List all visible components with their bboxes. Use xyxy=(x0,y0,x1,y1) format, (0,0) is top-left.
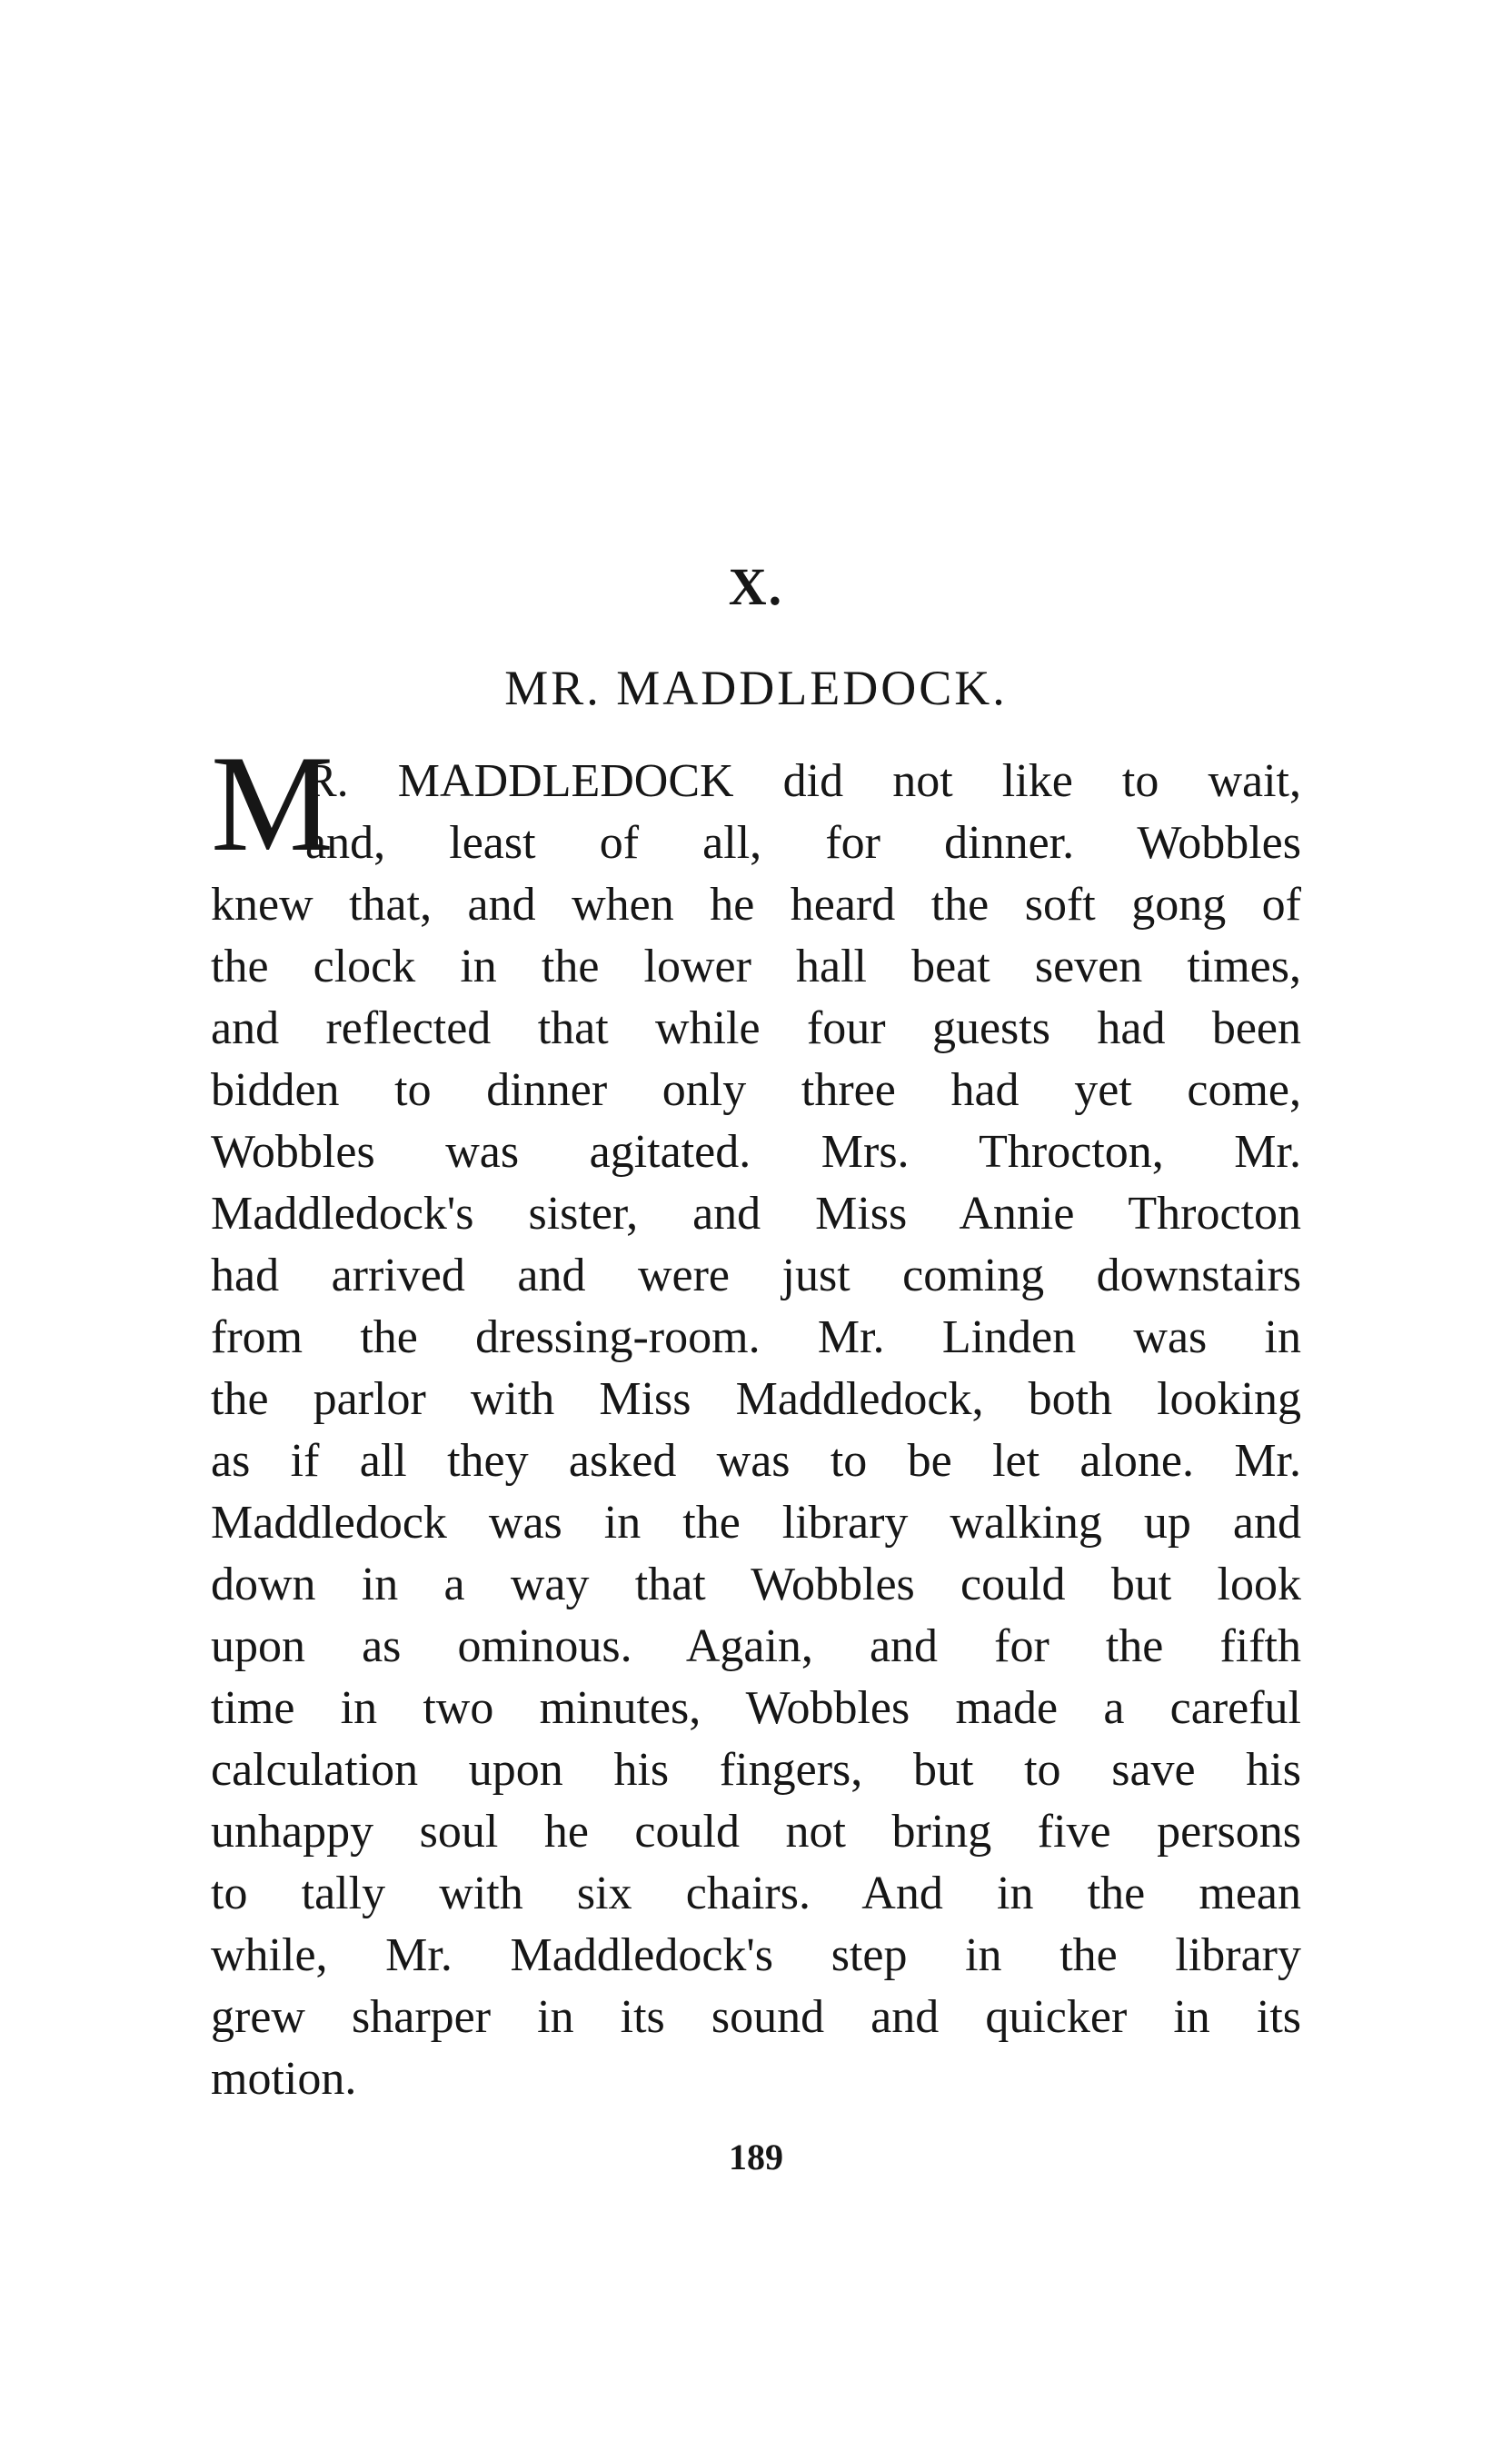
text-line: down in a way that Wobbles could but look xyxy=(211,1559,1301,1610)
drop-cap: M xyxy=(211,727,334,880)
text-line: grew sharper in its sound and quicker in its xyxy=(211,1991,1301,2043)
text-line: knew that, and when he heard the soft gong of xyxy=(211,879,1301,931)
text-line: Maddledock was in the library walking up and xyxy=(211,1497,1301,1549)
text-line: motion. xyxy=(211,2053,357,2105)
text-line: bidden to dinner only three had yet come, xyxy=(211,1064,1301,1116)
text-line: and, least of all, for dinner. Wobbles xyxy=(305,817,1301,869)
text-line: while, Mr. Maddledock's step in the library xyxy=(211,1929,1301,1981)
text-line: from the dressing-room. Mr. Linden was in xyxy=(211,1311,1301,1363)
text-line: time in two minutes, Wobbles made a careful xyxy=(211,1682,1301,1734)
chapter-title: MR. MADDLEDOCK. xyxy=(504,661,1008,715)
text-line: as if all they asked was to be let alone. Mr. xyxy=(211,1435,1301,1487)
text-line: unhappy soul he could not bring five persons xyxy=(211,1806,1301,1858)
text-line: the clock in the lower hall beat seven times, xyxy=(211,941,1301,992)
text-line: had arrived and were just coming downstairs xyxy=(211,1250,1301,1301)
text-line: the parlor with Miss Maddledock, both looking xyxy=(211,1373,1301,1425)
chapter-body xyxy=(211,727,1301,2110)
text-line: R. MADDLEDOCK did not like to wait, xyxy=(305,755,1301,807)
text-line: and reflected that while four guests had been xyxy=(211,1002,1301,1054)
text-line: Wobbles was agitated. Mrs. Throcton, Mr. xyxy=(211,1126,1301,1178)
text-line: calculation upon his fingers, but to save his xyxy=(211,1744,1301,1796)
text-line: to tally with six chairs. And in the mean xyxy=(211,1868,1301,1919)
text-line: upon as ominous. Again, and for the fifth xyxy=(211,1620,1301,1672)
page-number: 189 xyxy=(729,2137,783,2177)
chapter-number: X. xyxy=(728,557,784,616)
text-line: Maddledock's sister, and Miss Annie Throcton xyxy=(211,1188,1301,1240)
